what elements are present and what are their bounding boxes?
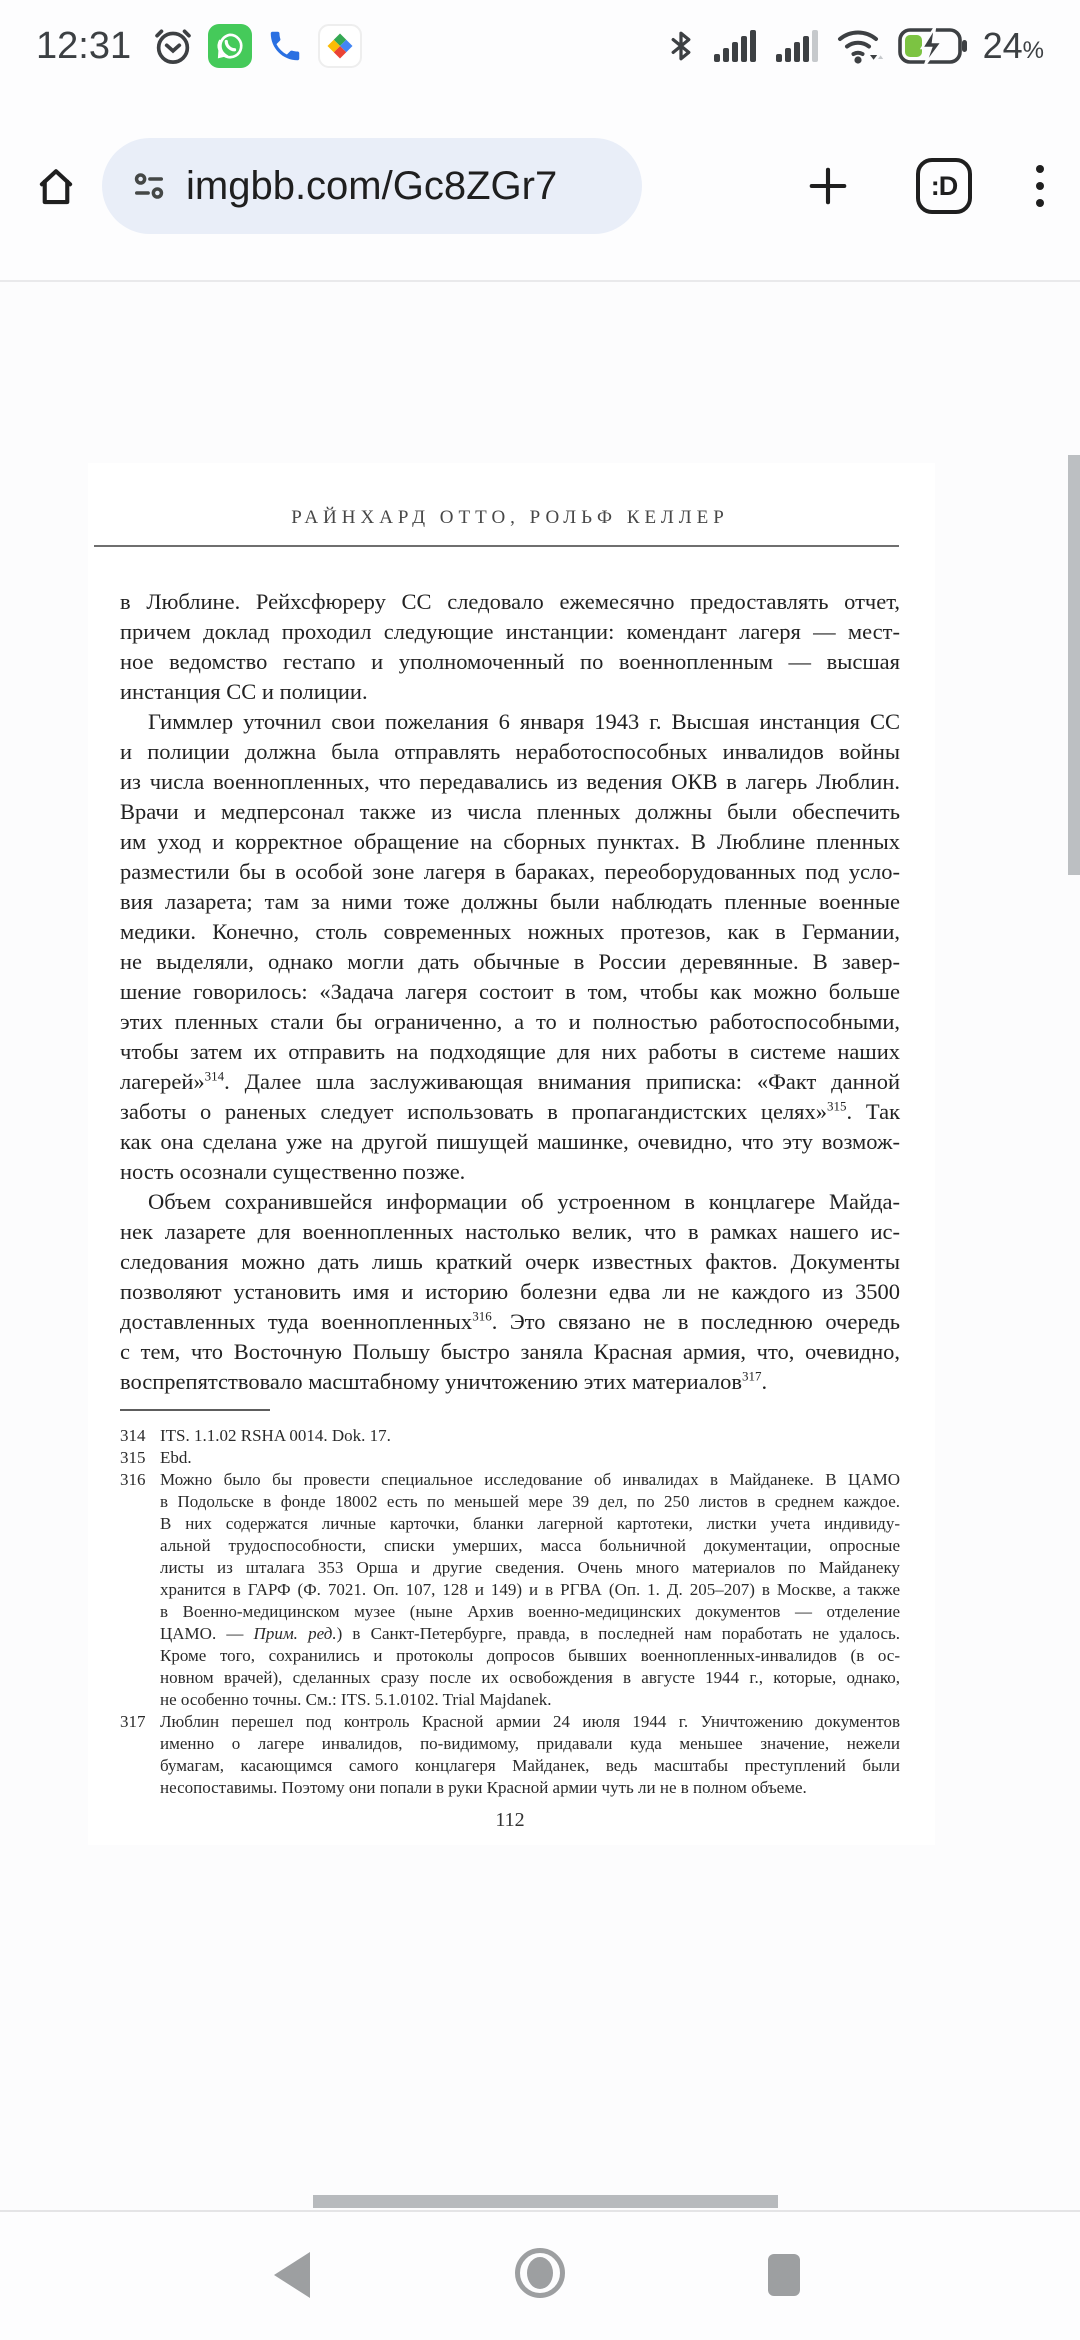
text-line: хранится в ГАРФ (Ф. 7021. Оп. 107, 128 и 149) и в РГВА (Оп. 1. Д. 205–207) в Москве, а также bbox=[160, 1580, 900, 1599]
footnote-number: 314 bbox=[120, 1426, 146, 1445]
text-line: ITS. 1.1.02 RSHA 0014. Dok. 17. bbox=[160, 1426, 391, 1445]
text-line: ЦАМО. — Прим. ред.) в Санкт-Петербурге, правда, в последней нам поработать не удалось. bbox=[160, 1624, 900, 1643]
footnote-number: 315 bbox=[120, 1448, 146, 1467]
whatsapp-icon bbox=[208, 24, 252, 68]
text-line: инстанция СС и полиции. bbox=[120, 679, 368, 704]
text-line: новном врачей), сделанных сразу после их освобождения в августе 1944 г., которые, однако, bbox=[160, 1668, 900, 1687]
vertical-scrollbar[interactable] bbox=[1068, 455, 1080, 875]
google-play-icon bbox=[318, 24, 362, 68]
footnote-text bbox=[160, 1469, 900, 1711]
text-line: Можно было бы провести специальное исследование об инвалидах в Майданеке. В ЦАМО bbox=[160, 1470, 900, 1489]
text-line: им уход и корректное обращение на сборных пунктах. В Люблине пленных bbox=[120, 829, 900, 854]
battery-icon bbox=[898, 26, 970, 66]
text-line: несопоставимы. Поэтому они попали в руки Красной армии чуть ли не в полном объеме. bbox=[160, 1778, 807, 1797]
footnote-row bbox=[120, 1711, 900, 1799]
footnote-text bbox=[160, 1447, 900, 1469]
text-line: следования можно дать лишь краткий очерк известных фактов. Документы bbox=[120, 1249, 900, 1274]
browser-toolbar bbox=[0, 92, 1080, 280]
text-line: как она сделана уже на другой пишущей машинке, очевидно, что эту возмож- bbox=[120, 1129, 900, 1154]
body-paragraph bbox=[120, 1187, 900, 1397]
text-line: в Подольске в фонде 18002 есть по меньшей мере 39 дел, по 250 листов в среднем каждое. bbox=[160, 1492, 900, 1511]
url-text: imgbb.com/Gc8ZGr7 bbox=[186, 163, 558, 208]
signal-icon-sim1 bbox=[712, 26, 760, 66]
text-line: ное ведомство гестапо и уполномоченный по военнопленным — высшая bbox=[120, 649, 900, 674]
wifi-icon bbox=[836, 25, 884, 67]
text-line: альной трудоспособности, списки умерших, масса больничной документации, опросные bbox=[160, 1536, 900, 1555]
text-line: этих пленных стали бы ограниченно, а то и полностью работоспособными, bbox=[120, 1009, 900, 1034]
text-line: не выделяли, однако могли дать обычные в России деревянные. В завер- bbox=[120, 949, 900, 974]
footnote-number: 317 bbox=[120, 1712, 146, 1731]
horizontal-scrollbar[interactable] bbox=[313, 2195, 778, 2208]
page-body-text bbox=[120, 587, 900, 1397]
text-line: воспрепятствовало масштабному уничтожению этих материалов$^{317}$. bbox=[120, 1368, 768, 1394]
battery-percent: 24% bbox=[982, 25, 1044, 66]
footnote-row bbox=[120, 1469, 900, 1711]
text-line: доставленных туда военнопленных$^{316}$. Это связано не в последнюю очередь bbox=[120, 1308, 900, 1334]
status-bar-left bbox=[36, 24, 369, 68]
web-content bbox=[0, 282, 1080, 2210]
footnote-row bbox=[120, 1447, 900, 1469]
header-rule bbox=[94, 545, 899, 547]
back-button[interactable] bbox=[274, 2252, 310, 2298]
text-line: Объем сохранившейся информации об устроенном в концлагере Майда- bbox=[148, 1189, 900, 1214]
text-line: заботы о раненых следует использовать в пропагандистских целях»$^{315}$. Так bbox=[120, 1098, 900, 1124]
text-line: вия лазарета; там за ними тоже должны были наблюдать пленные военные bbox=[120, 889, 900, 914]
signal-icon-sim2 bbox=[774, 26, 822, 66]
text-line: разместили бы в особой зоне лагеря в бараках, переоборудованных под усло- bbox=[120, 859, 900, 884]
site-settings-icon[interactable] bbox=[128, 165, 170, 207]
footnote-separator bbox=[120, 1409, 270, 1411]
menu-button[interactable] bbox=[1030, 159, 1050, 213]
text-line: именно о лагере инвалидов, по-видимому, придавали куда меньшее значение, нежели bbox=[160, 1734, 900, 1753]
text-line: ность осознали существенно позже. bbox=[120, 1159, 466, 1184]
home-nav-button[interactable] bbox=[515, 2248, 565, 2298]
text-line: не особенно точны. См.: ITS. 5.1.0102. Trial Majdanek. bbox=[160, 1690, 552, 1709]
book-page-image[interactable] bbox=[88, 463, 935, 1845]
text-line: из числа военнопленных, что передавались из ведения ОКВ в лагерь Люблин. bbox=[120, 769, 900, 794]
text-line: Люблин перешел под контроль Красной армии 24 июля 1944 г. Уничтожению документов bbox=[160, 1712, 900, 1731]
body-paragraph bbox=[120, 707, 900, 1187]
text-line: позволяют установить имя и историю болезни едва ли не каждого из 3500 bbox=[120, 1279, 900, 1304]
bluetooth-icon bbox=[664, 26, 698, 66]
text-line: бумагам, касающимся самого концлагеря Майданек, ведь масштабы преступлений были bbox=[160, 1756, 900, 1775]
tab-switcher-button[interactable] bbox=[916, 158, 972, 214]
status-bar bbox=[0, 0, 1080, 92]
text-line: с тем, что Восточную Польшу быстро заняла Красная армия, что, очевидно, bbox=[120, 1339, 900, 1364]
text-line: нек лазарете для военнопленных настолько велик, что в рамках нашего ис- bbox=[120, 1219, 900, 1244]
status-bar-right bbox=[657, 25, 1044, 67]
clock-time: 12:31 bbox=[36, 24, 132, 67]
url-bar[interactable] bbox=[102, 138, 642, 234]
text-line: в Военно-медицинском музее (ныне Архив военно-медицинских документов — отделение bbox=[160, 1602, 900, 1621]
text-line: Гиммлер уточнил свои пожелания 6 января 1943 г. Высшая инстанция СС bbox=[148, 709, 900, 734]
navigation-bar bbox=[0, 2212, 1080, 2340]
text-line: Кроме того, сохранились и протоколы допросов бывших военнопленных-инвалидов (в ос- bbox=[160, 1646, 900, 1665]
page-header-authors: РАЙНХАРД ОТТО, РОЛЬФ КЕЛЛЕР bbox=[291, 507, 729, 528]
new-tab-button[interactable] bbox=[802, 160, 854, 212]
text-line: Врачи и медперсонал также из числа пленных должны были обеспечить bbox=[120, 799, 900, 824]
footnotes bbox=[120, 1425, 900, 1799]
text-line: Ebd. bbox=[160, 1448, 192, 1467]
text-line: листы из шталага 353 Орша и другие сведения. Очень много материалов по Майданеку bbox=[160, 1558, 900, 1577]
text-line: и полиции должна была отправлять неработоспособных инвалидов войны bbox=[120, 739, 900, 764]
recents-button[interactable] bbox=[768, 2254, 800, 2296]
text-line: медики. Конечно, столь современных ножных протезов, как в Германии, bbox=[120, 919, 900, 944]
alarm-icon bbox=[152, 25, 194, 67]
text-line: причем доклад проходил следующие инстанции: комендант лагеря — мест- bbox=[120, 619, 900, 644]
text-line: лагерей»$^{314}$. Далее шла заслуживающая внимания приписка: «Факт данной bbox=[120, 1068, 900, 1094]
page-number: 112 bbox=[495, 1809, 525, 1831]
tab-count-label: :D bbox=[930, 170, 958, 201]
text-line: чтобы затем их отправить на подходящие для них работы в системе наших bbox=[120, 1039, 900, 1064]
footnote-text bbox=[160, 1711, 900, 1799]
text-line: В них содержатся личные карточки, бланки лагерной картотеки, листки учета индивиду- bbox=[160, 1514, 900, 1533]
text-line: шение говорилось: «Задача лагеря состоит в том, чтобы как можно больше bbox=[120, 979, 900, 1004]
footnote-text bbox=[160, 1425, 900, 1447]
footnote-row bbox=[120, 1425, 900, 1447]
body-paragraph bbox=[120, 587, 900, 707]
home-button[interactable] bbox=[30, 160, 82, 212]
phone-icon bbox=[266, 27, 304, 65]
footnote-number: 316 bbox=[120, 1470, 146, 1489]
text-line: в Люблине. Рейхсфюреру СС следовало ежемесячно предоставлять отчет, bbox=[120, 589, 900, 614]
